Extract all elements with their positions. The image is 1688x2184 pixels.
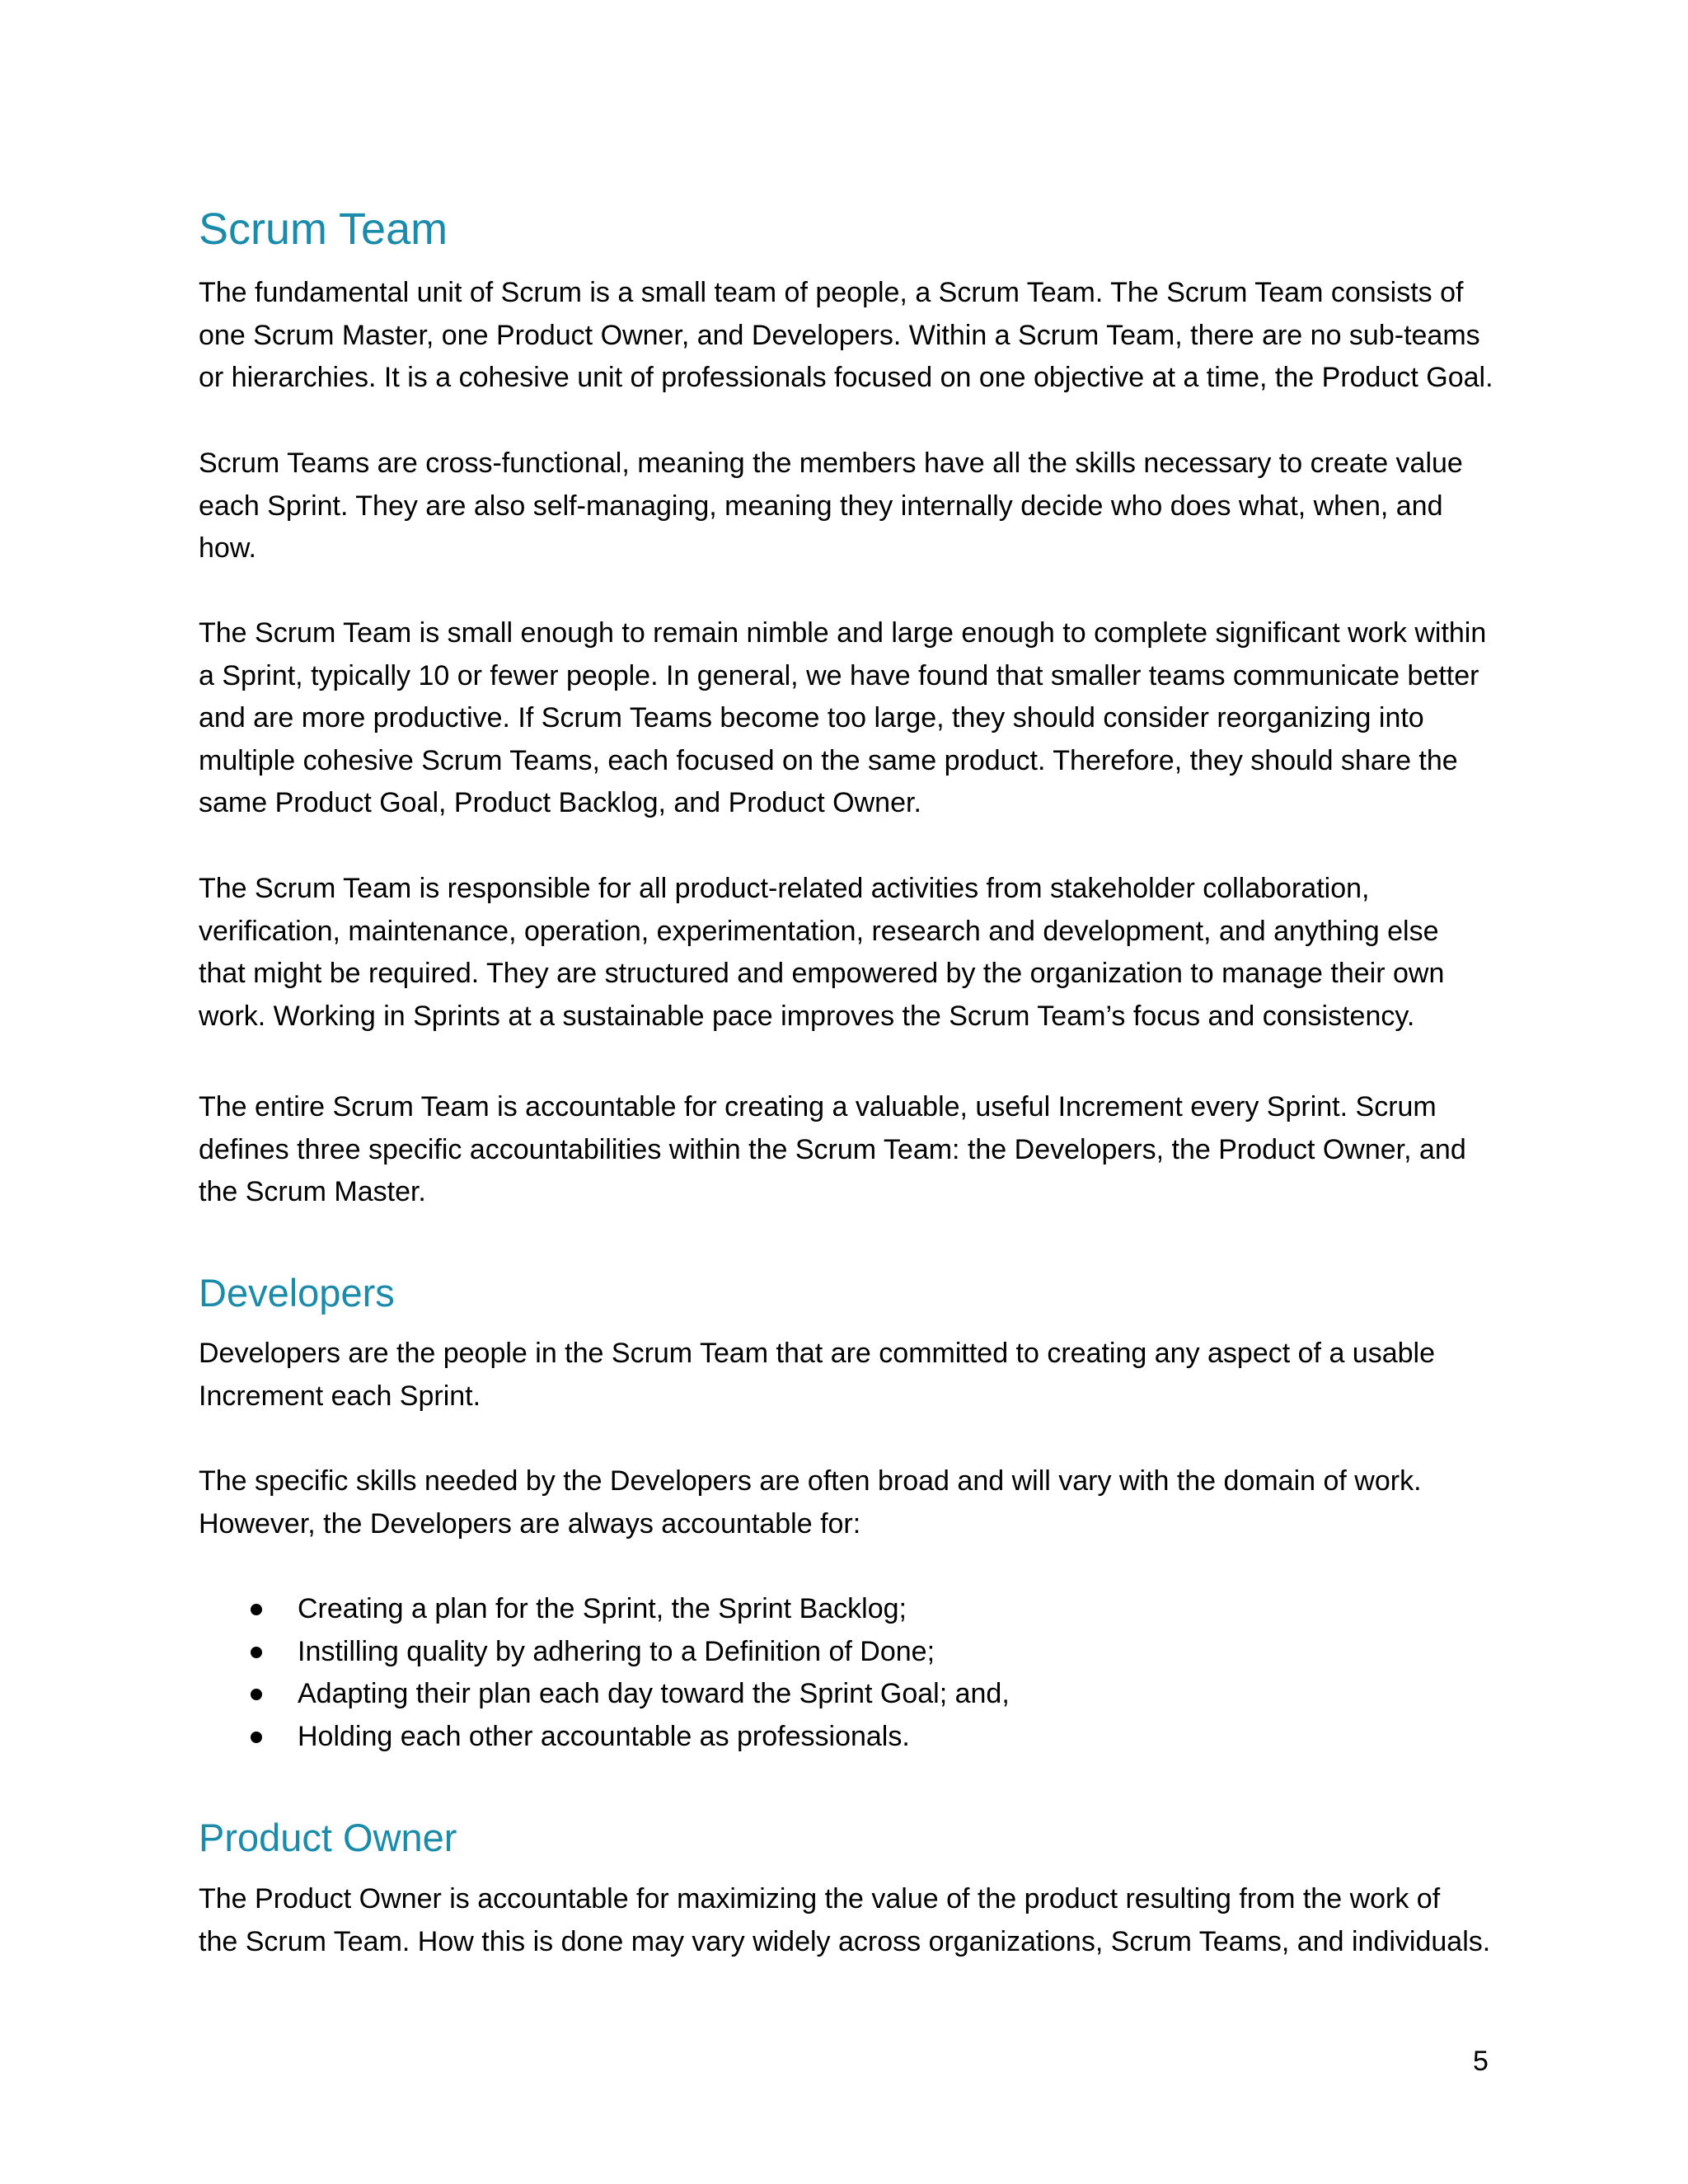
text-line: multiple cohesive Scrum Teams, each focused on the same product. Therefore, they should share the <box>199 744 1458 776</box>
text-line: that might be required. They are structured and empowered by the organization to manage their own <box>199 958 1445 990</box>
text-line: the Scrum Team. How this is done may vary widely across organizations, Scrum Teams, and individuals. <box>199 1925 1491 1957</box>
list-item-text: Holding each other accountable as professionals. <box>298 1720 910 1752</box>
list-item-text: Creating a plan for the Sprint, the Sprint Backlog; <box>298 1593 907 1624</box>
list-item-text: Adapting their plan each day toward the Sprint Goal; and, <box>298 1678 1010 1710</box>
text-line: the Scrum Master. <box>199 1176 426 1208</box>
paragraph-scrum-team-2 <box>199 443 1493 570</box>
paragraph-scrum-team-3 <box>199 612 1493 825</box>
heading-scrum-team: Scrum Team <box>199 204 448 254</box>
text-line: defines three specific accountabilities within the Scrum Team: the Developers, the Product Owner, and <box>199 1133 1466 1165</box>
bullet-icon <box>251 1604 262 1615</box>
text-line: verification, maintenance, operation, experimentation, research and development, and anything else <box>199 915 1439 947</box>
list-item <box>199 1588 1493 1631</box>
text-line: work. Working in Sprints at a sustainable pace improves the Scrum Team’s focus and consistency. <box>199 1000 1415 1032</box>
paragraph-developers-1 <box>199 1333 1493 1418</box>
bullet-icon <box>251 1689 262 1700</box>
text-line: The Scrum Team is small enough to remain nimble and large enough to complete significant work within <box>199 617 1487 649</box>
text-line: However, the Developers are always accountable for: <box>199 1507 861 1540</box>
paragraph-product-owner-1 <box>199 1878 1493 1963</box>
list-item <box>199 1673 1493 1716</box>
list-item <box>199 1716 1493 1759</box>
text-line: Developers are the people in the Scrum Team that are committed to creating any aspect of a usable <box>199 1338 1435 1369</box>
page-number: 5 <box>1473 2046 1489 2077</box>
text-line: The fundamental unit of Scrum is a small team of people, a Scrum Team. The Scrum Team consists of <box>199 277 1464 308</box>
list-item-text: Instilling quality by adhering to a Definition of Done; <box>298 1635 935 1667</box>
text-line: Scrum Teams are cross-functional, meaning the members have all the skills necessary to create value <box>199 448 1463 479</box>
heading-product-owner: Product Owner <box>199 1816 457 1859</box>
text-line: or hierarchies. It is a cohesive unit of professionals focused on one objective at a time, the Product Goal. <box>199 362 1493 394</box>
text-line: one Scrum Master, one Product Owner, and Developers. Within a Scrum Team, there are no sub-teams <box>199 319 1480 351</box>
list-item <box>199 1631 1493 1674</box>
text-line: Increment each Sprint. <box>199 1380 481 1412</box>
paragraph-scrum-team-5 <box>199 1086 1493 1214</box>
text-line: how. <box>199 532 256 565</box>
text-line: The entire Scrum Team is accountable for creating a valuable, useful Increment every Sprint. Scrum <box>199 1091 1437 1122</box>
paragraph-scrum-team-1 <box>199 272 1493 400</box>
developers-accountabilities-list <box>199 1588 1493 1758</box>
text-line: a Sprint, typically 10 or fewer people. In general, we have found that smaller teams communicate better <box>199 659 1479 691</box>
text-line: The Scrum Team is responsible for all product-related activities from stakeholder collaboration, <box>199 873 1370 904</box>
paragraph-developers-2 <box>199 1460 1493 1545</box>
text-line: and are more productive. If Scrum Teams become too large, they should consider reorganizing into <box>199 702 1424 734</box>
text-line: same Product Goal, Product Backlog, and Product Owner. <box>199 787 921 819</box>
heading-developers: Developers <box>199 1271 395 1315</box>
paragraph-scrum-team-4 <box>199 868 1493 1038</box>
text-line: The specific skills needed by the Developers are often broad and will vary with the domain of work. <box>199 1465 1422 1497</box>
bullet-icon <box>251 1732 262 1743</box>
bullet-icon <box>251 1647 262 1658</box>
text-line: The Product Owner is accountable for maximizing the value of the product resulting from the work of <box>199 1883 1441 1915</box>
text-line: each Sprint. They are also self-managing, meaning they internally decide who does what, when, and <box>199 490 1443 522</box>
